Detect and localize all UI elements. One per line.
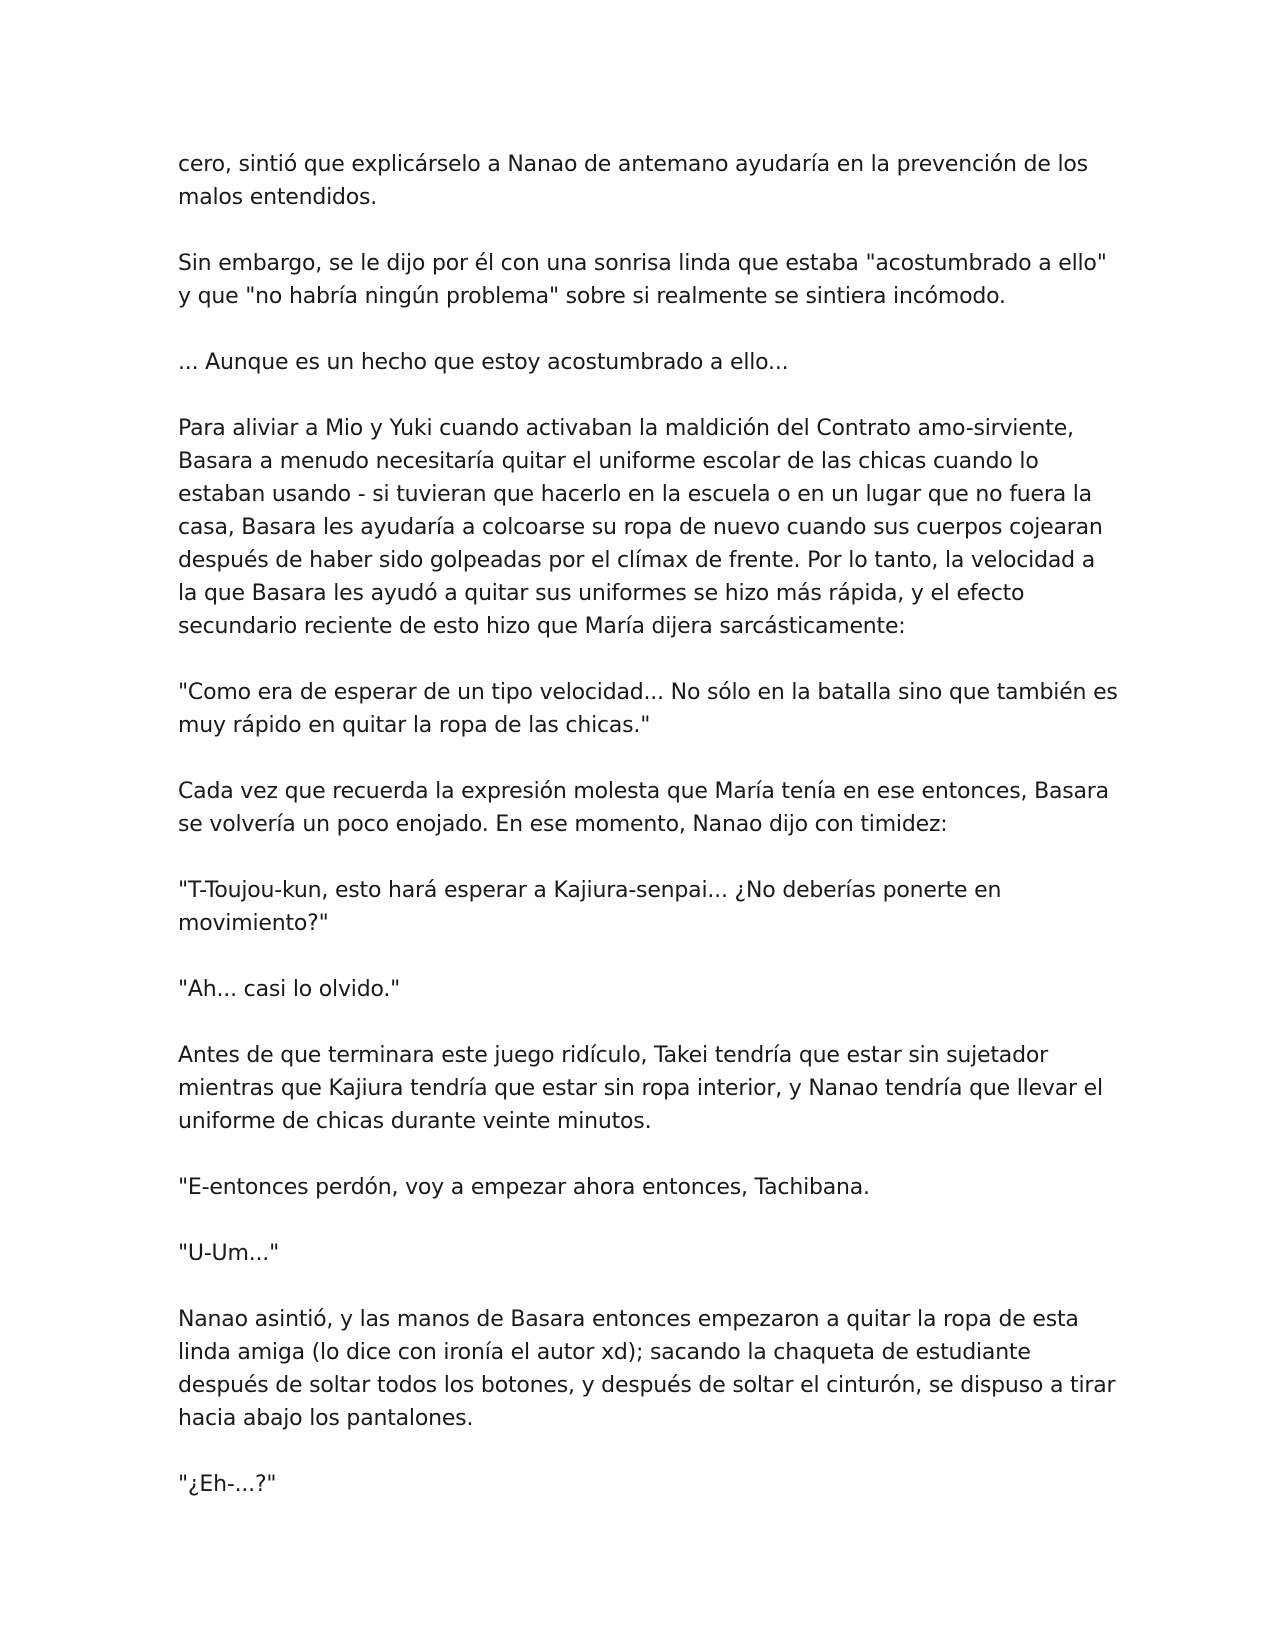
paragraph-1: cero, sintió que explicárselo a Nanao de antemano ayudaría en la prevención de los malos entendidos.	[178, 152, 1088, 210]
paragraph-6: Cada vez que recuerda la expresión molesta que María tenía en ese entonces, Basara se volvería un poco enojado. En ese momento, Nanao dijo con timidez:	[178, 779, 1109, 837]
paragraph-12: Nanao asintió, y las manos de Basara entonces empezaron a quitar la ropa de esta linda amiga (lo dice con ironía el autor xd); sacando la chaqueta de estudiante después de soltar todos los botones, y después de soltar el cinturón, se dispuso a tirar hacia abajo los pantalones.	[178, 1307, 1116, 1431]
paragraph-7: "T-Toujou-kun, esto hará esperar a Kajiura-senpai... ¿No deberías ponerte en movimiento?"	[178, 878, 1002, 936]
paragraph-10: "E-entonces perdón, voy a empezar ahora entonces, Tachibana.	[178, 1175, 870, 1200]
paragraph-2: Sin embargo, se le dijo por él con una sonrisa linda que estaba "acostumbrado a ello" y que "no habría ningún problema" sobre si realmente se sintiera incómodo.	[178, 251, 1107, 309]
document-body	[178, 148, 1118, 1534]
paragraph-8: "Ah... casi lo olvido."	[178, 977, 401, 1002]
paragraph-11: "U-Um..."	[178, 1241, 279, 1266]
paragraph-3: ... Aunque es un hecho que estoy acostumbrado a ello...	[178, 350, 789, 375]
paragraph-4: Para aliviar a Mio y Yuki cuando activaban la maldición del Contrato amo-sirviente, Basara a menudo necesitaría quitar el uniforme escolar de las chicas cuando lo estaban usando - si tuvieran que hacerlo en la escuela o en un lugar que no fuera la casa, Basara les ayudaría a colcoarse su ropa de nuevo cuando sus cuerpos cojearan después de haber sido golpeadas por el clímax de frente. Por lo tanto, la velocidad a la que Basara les ayudó a quitar sus uniformes se hizo más rápida, y el efecto secundario reciente de esto hizo que María dijera sarcásticamente:	[178, 416, 1103, 639]
paragraph-13: "¿Eh-...?"	[178, 1472, 277, 1497]
paragraph-9: Antes de que terminara este juego ridículo, Takei tendría que estar sin sujetador mientras que Kajiura tendría que estar sin ropa interior, y Nanao tendría que llevar el uniforme de chicas durante veinte minutos.	[178, 1043, 1103, 1134]
paragraph-5: "Como era de esperar de un tipo velocidad... No sólo en la batalla sino que también es muy rápido en quitar la ropa de las chicas."	[178, 680, 1118, 738]
